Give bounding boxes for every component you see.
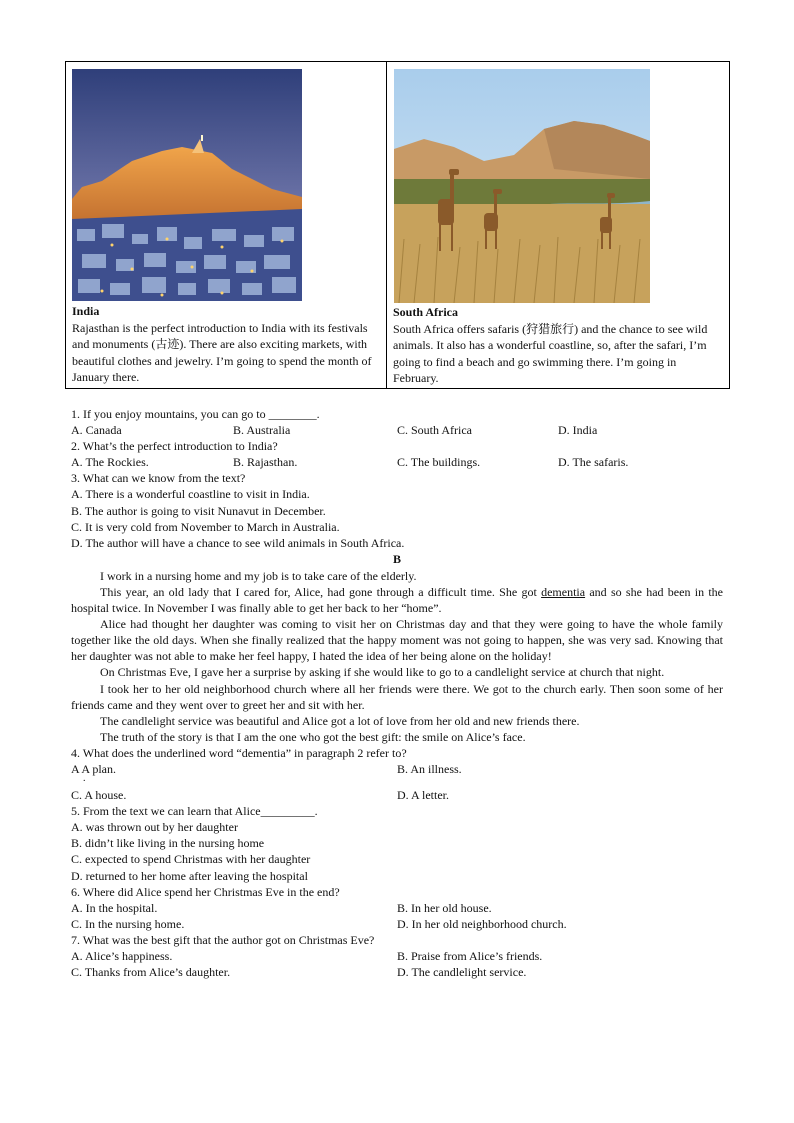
passage-paragraph-2 bbox=[71, 584, 723, 616]
q7-option-c: C. Thanks from Alice’s daughter. bbox=[71, 965, 231, 980]
q5-option-c: C. expected to spend Christmas with her daughter bbox=[71, 852, 311, 867]
passage-paragraph-6: The candlelight service was beautiful and Alice got a lot of love from her old and new friends there. bbox=[100, 713, 580, 728]
destinations-table bbox=[65, 61, 730, 389]
india-description: Rajasthan is the perfect introduction to India with its festivals and monuments (古迹). There are also exciting markets, with beautiful clothes and jewelry. I’m going to spend the month of January there. bbox=[72, 320, 372, 384]
q2-option-d: D. The safaris. bbox=[558, 455, 629, 470]
q7-option-b: B. Praise from Alice’s friends. bbox=[397, 949, 543, 963]
india-photo bbox=[72, 69, 302, 301]
q5-option-b: B. didn’t like living in the nursing home bbox=[71, 836, 265, 851]
q7-options-row1 bbox=[71, 948, 723, 964]
south-africa-text bbox=[393, 304, 721, 387]
passage-paragraph-4: On Christmas Eve, I gave her a surprise by asking if she would like to go to a candlelight service at church that night. bbox=[100, 665, 665, 680]
passage-paragraph-1: I work in a nursing home and my job is to take care of the elderly. bbox=[100, 568, 417, 583]
india-text bbox=[72, 303, 378, 386]
p2-text-before: This year, an old lady that I cared for, Alice, had gone through a difficult time. She got bbox=[100, 584, 542, 599]
q2-option-c: C. The buildings. bbox=[397, 455, 481, 470]
q5-option-d: D. returned to her home after leaving the hospital bbox=[71, 868, 308, 883]
q7-option-a: A. Alice’s happiness. bbox=[71, 949, 173, 963]
q2-option-a: A. The Rockies. bbox=[71, 455, 149, 470]
questions-area bbox=[71, 406, 723, 980]
india-cell bbox=[66, 62, 387, 388]
q5-option-a: A. was thrown out by her daughter bbox=[71, 820, 238, 835]
passage-paragraph-5: I took her to her old neighborhood church where all her friends were there. We got to the church early. Then soon some of her friends came and they went over to greet her and sit with her. bbox=[71, 681, 723, 712]
q6-option-c: C. In the nursing home. bbox=[71, 916, 185, 931]
q4-option-d: D. A letter. bbox=[397, 788, 449, 803]
underlined-word-dementia: dementia bbox=[541, 584, 586, 599]
q6-options-row2 bbox=[71, 916, 723, 932]
q3-option-d: D. The author will have a chance to see wild animals in South Africa. bbox=[71, 535, 405, 550]
q6-stem: 6. Where did Alice spend her Christmas Eve in the end? bbox=[71, 884, 340, 899]
q7-stem: 7. What was the best gift that the author got on Christmas Eve? bbox=[71, 932, 375, 947]
q6-option-a: A. In the hospital. bbox=[71, 900, 158, 915]
q1-option-a: A. Canada bbox=[71, 423, 122, 438]
p2-text-after: and so she had been in the hospital twice. In November I was finally able to get her back to her “home”. bbox=[71, 584, 724, 616]
q1-stem: 1. If you enjoy mountains, you can go to ________. bbox=[71, 407, 320, 421]
q1-option-c: C. South Africa bbox=[397, 423, 472, 438]
india-title: India bbox=[72, 304, 100, 318]
q3-option-b: B. The author is going to visit Nunavut in December. bbox=[71, 503, 326, 518]
q7-option-d: D. The candlelight service. bbox=[397, 965, 527, 980]
q6-options-row1 bbox=[71, 900, 723, 916]
q2-options bbox=[71, 454, 723, 470]
south-africa-cell bbox=[387, 62, 729, 388]
q6-option-d: D. In her old neighborhood church. bbox=[397, 916, 567, 931]
q4-options-row1 bbox=[71, 761, 723, 777]
q3-option-a: A. There is a wonderful coastline to visit in India. bbox=[71, 487, 310, 502]
passage-paragraph-7: The truth of the story is that I am the one who got the best gift: the smile on Alice’s face. bbox=[100, 729, 526, 744]
q3-stem: 3. What can we know from the text? bbox=[71, 471, 246, 486]
q6-option-b: B. In her old house. bbox=[397, 900, 492, 915]
q1-options bbox=[71, 422, 723, 438]
q7-options-row2 bbox=[71, 964, 723, 980]
passage-paragraph-3: Alice had thought her daughter was coming to visit her on Christmas day and that they were going to have the whole family together like the old days. When she finally realized that the happy moment was not going to happen, she was very sad. Knowing that her daughter was not able to make her feel happy, I hated the idea of her being alone on the holiday! bbox=[71, 617, 723, 664]
q4-option-a: A A plan. bbox=[71, 761, 117, 776]
south-africa-photo bbox=[394, 69, 650, 303]
south-africa-description: South Africa offers safaris (狩猎旅行) and the chance to see wild animals. It also has a wonderful coastline, so, after the safari, I’m going to find a beach and go swimming there. I’m going in February. bbox=[393, 321, 708, 385]
q4-option-b: B. An illness. bbox=[397, 761, 462, 776]
south-africa-title: South Africa bbox=[393, 305, 459, 319]
q1-option-d: D. India bbox=[558, 423, 598, 438]
q4-options-row2 bbox=[71, 787, 723, 803]
q3-option-c: C. It is very cold from November to March in Australia. bbox=[71, 519, 340, 534]
stray-dot: . bbox=[83, 773, 86, 785]
q4-stem: 4. What does the underlined word “dementia” in paragraph 2 refer to? bbox=[71, 745, 407, 760]
section-b-heading: B bbox=[392, 551, 401, 566]
q1-option-b: B. Australia bbox=[233, 423, 291, 438]
q2-stem: 2. What’s the perfect introduction to India? bbox=[71, 439, 278, 454]
q2-option-b: B. Rajasthan. bbox=[233, 455, 298, 470]
q5-stem: 5. From the text we can learn that Alice_________. bbox=[71, 804, 318, 819]
q4-option-c: C. A house. bbox=[71, 788, 127, 803]
